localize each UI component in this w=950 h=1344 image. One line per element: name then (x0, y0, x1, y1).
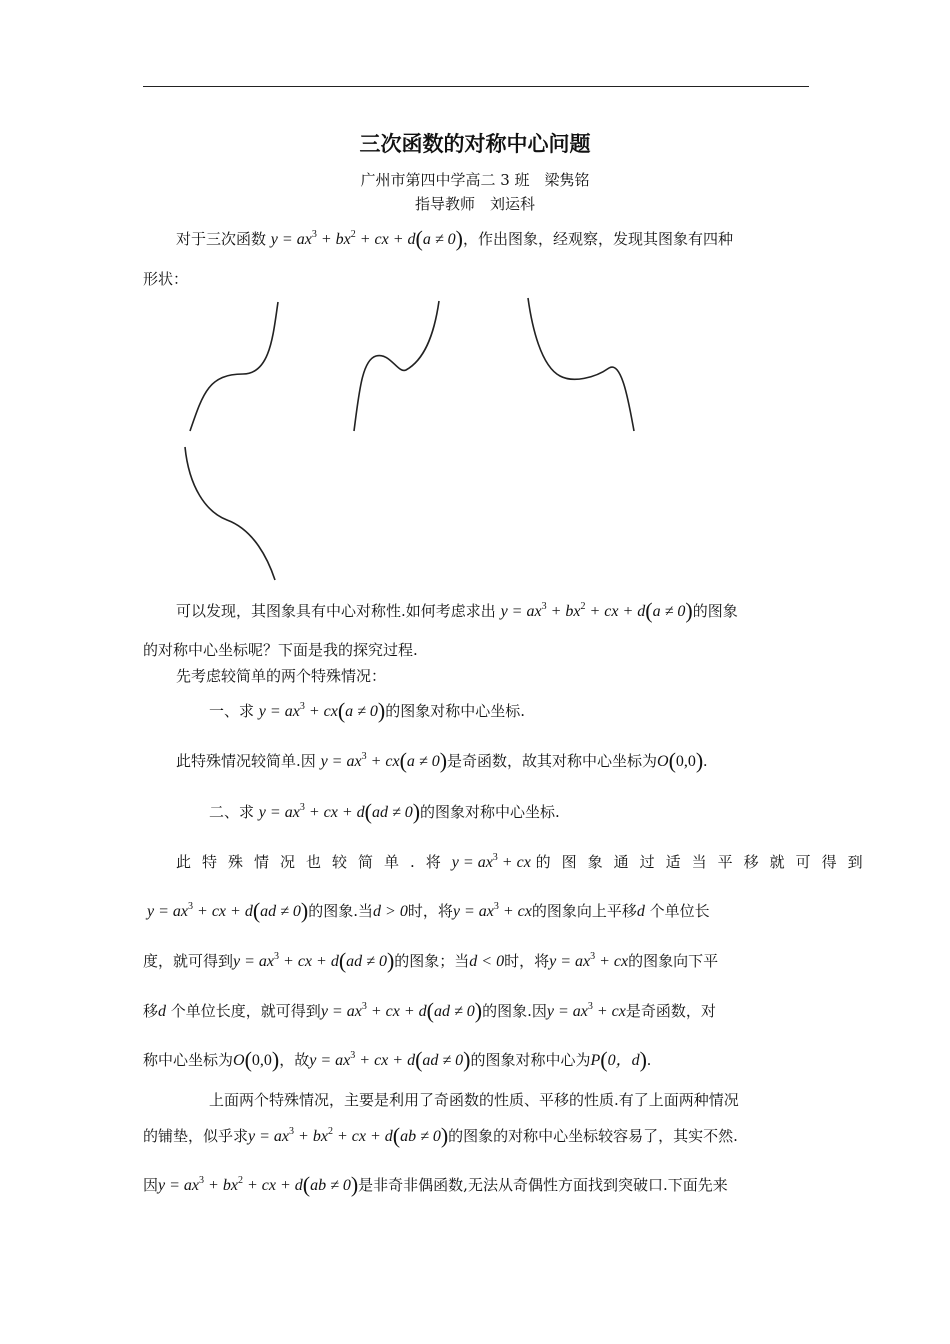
cubic-graph-2 (350, 298, 450, 434)
cubic-graph-3 (525, 294, 640, 434)
page-title: 三次函数的对称中心问题 (359, 131, 591, 156)
author-line: 广州市第四中学高二 3 班 梁隽铭 (360, 171, 590, 189)
para-special-cases: 先考虑较简单的两个特殊情况： (176, 667, 387, 685)
case2-line1: 此特殊情况也较简单.将$y = ax^3$ + cx 的图象通过适当平移就可得到 (176, 852, 874, 871)
para-symmetry-line2: 的对称中心坐标呢？下面是我的探究过程. (143, 641, 418, 659)
case2-heading: 二、求 $y = ax^3$ + cx + d(ad ≠ 0)的图象对称中心坐标. (209, 799, 560, 824)
cubic-graph-4 (180, 444, 280, 584)
case2-line2: $y = ax^3$ + cx + d(ad ≠ 0)的图象.当d > 0时，将$y = ax^3$ + cx的图象向上平移d 个单位长 (147, 898, 710, 923)
case1-explanation: 此特殊情况较简单.因 $y = ax^3 + cx(a \ne 0)$是奇函数，故其对称中心坐标为O(0,0). (176, 748, 708, 773)
cubic-graph-1 (185, 298, 285, 434)
case2-line3: 度，就可得到$y = ax^3$ + cx + d(ad ≠ 0)的图象；当d < 0时，将$y = ax^3$ + cx的图象向下平 (143, 948, 719, 973)
point-P: P(0，d). (590, 1047, 651, 1072)
formula-case2: $y = ax^3$ + cx + d(ad ≠ 0) (258, 799, 421, 824)
case1-heading: 一、求 $y = ax^3 + cx(a \ne 0)$的图象对称中心坐标. (209, 698, 526, 723)
para-intro-line2: 形状： (143, 270, 189, 288)
para-final-line1: 上面两个特殊情况，主要是利用了奇函数的性质、平移的性质.有了上面两种情况 (209, 1091, 739, 1109)
formula-case1: $y = ax^3 + cx(a \ne 0)$ (258, 698, 386, 723)
para-intro-line1: 对于三次函数 $y = ax^3 + bx^2$ + cx + d(a ≠ 0)，作出图象，经观察，发现其图象有四种 (176, 226, 733, 251)
formula-odd: $y = ax^3$ + cx (451, 852, 531, 871)
para-final-line2: 的铺垫，似乎求$y = ax^3 + bx^2$ + cx + d(ab ≠ 0)的图象的对称中心坐标较容易了，其实不然. (143, 1123, 738, 1148)
formula-case1-2: $y = ax^3 + cx(a \ne 0)$ (320, 748, 448, 773)
para-symmetry-line1: 可以发现，其图象具有中心对称性.如何考虑求出 $y = ax^3 + bx^2$ + cx + d(a ≠ 0)的图象 (176, 598, 738, 623)
para-final-line3: 因$y = ax^3 + bx^2$ + cx + d(ab ≠ 0)是非奇非偶函数,无法从奇偶性方面找到突破口.下面先来 (143, 1172, 728, 1197)
formula-general-cubic-2: $y = ax^3 + bx^2$ + cx + d(a ≠ 0) (500, 598, 693, 623)
case2-line4: 移d 个单位长度，就可得到$y = ax^3$ + cx + d(ad ≠ 0)的图象.因$y = ax^3$ + cx是奇函数，对 (143, 998, 716, 1023)
header-rule (143, 86, 809, 87)
advisor-line: 指导教师 刘运科 (414, 195, 535, 213)
case2-line5: 称中心坐标为O(0,0)，故$y = ax^3$ + cx + d(ad ≠ 0)的图象对称中心为P(0，d). (143, 1047, 651, 1072)
formula-general-cubic: $y = ax^3 + bx^2$ + cx + d(a ≠ 0) (270, 226, 463, 251)
point-origin: O(0,0). (657, 748, 708, 773)
